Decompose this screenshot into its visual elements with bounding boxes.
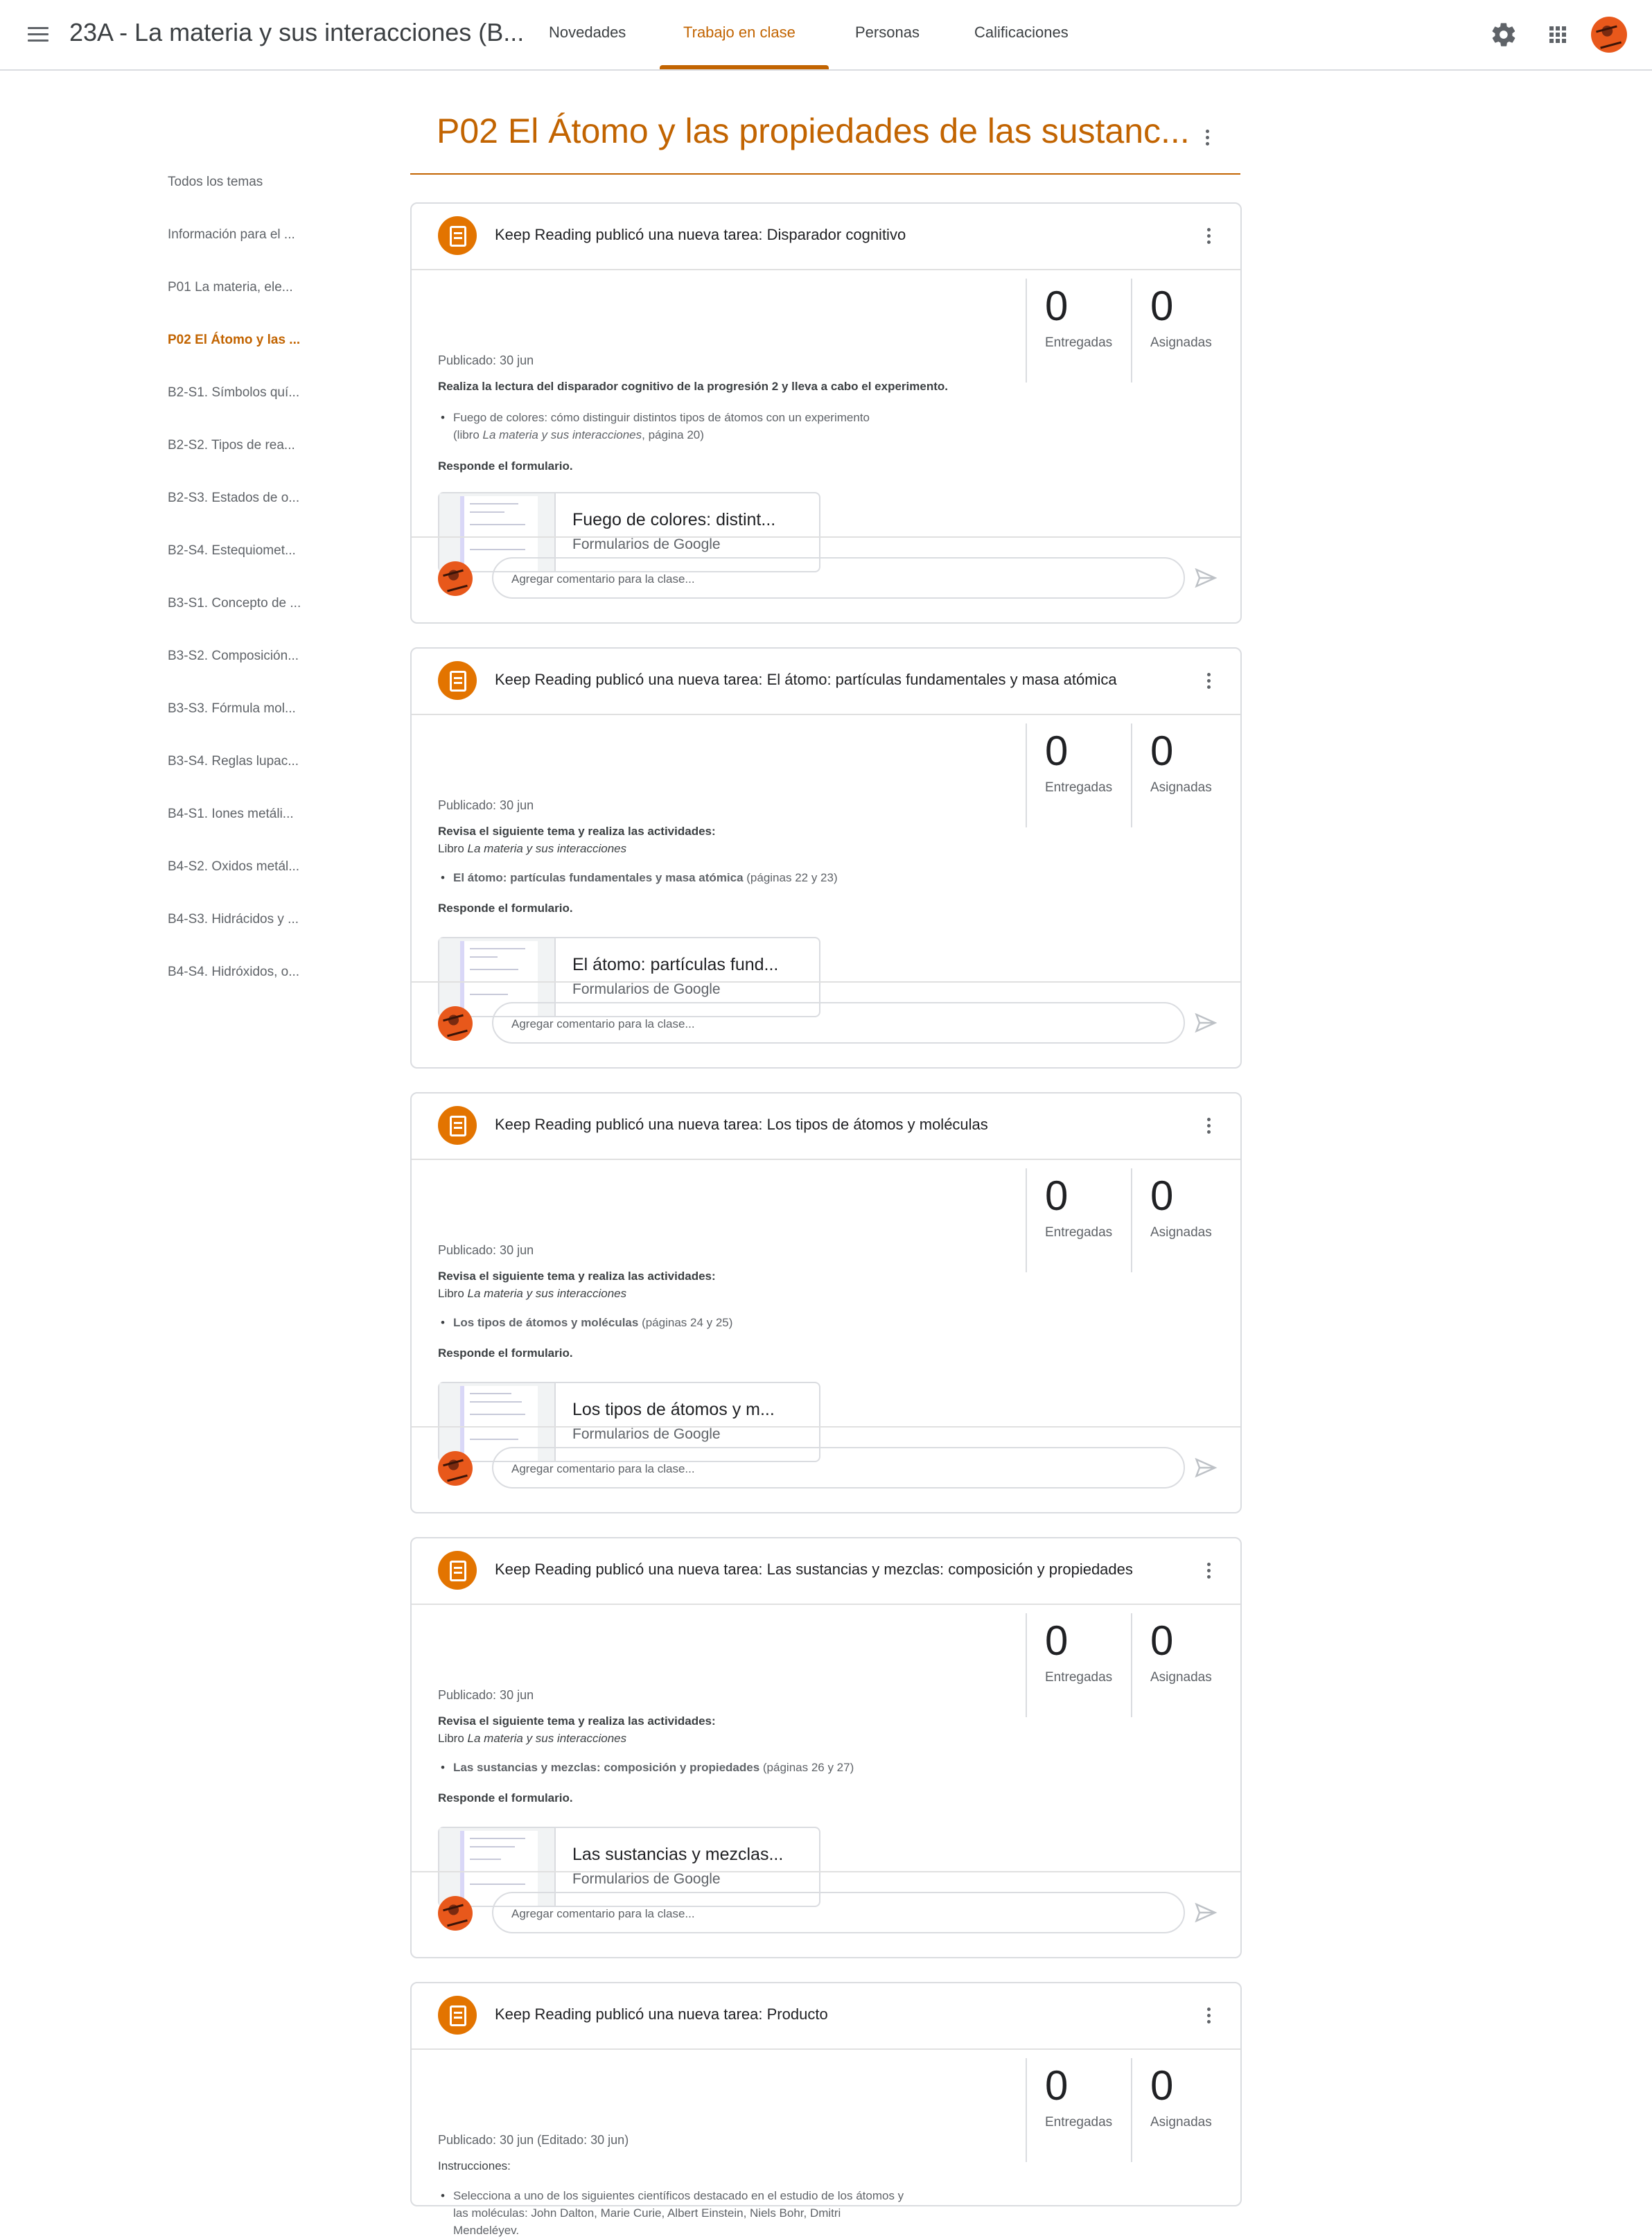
instruction-bullet: • El átomo: partículas fundamentales y masa atómica (páginas 22 y 23) <box>453 869 980 886</box>
submitted-count[interactable]: 0 Entregadas <box>1026 723 1131 827</box>
published-date: Publicado: 30 jun <box>438 1688 534 1702</box>
active-tab-indicator <box>660 65 829 69</box>
apps-grid-icon[interactable] <box>1544 21 1572 49</box>
assignment-icon <box>438 1106 477 1145</box>
tab-novedades[interactable]: Novedades <box>549 24 626 41</box>
assignment-card <box>410 1537 1242 1958</box>
send-icon[interactable] <box>1193 1010 1218 1035</box>
sidebar-item-b4-s3[interactable]: B4-S3. Hidrácidos y ... <box>168 912 299 927</box>
assignment-card <box>410 202 1242 624</box>
send-icon[interactable] <box>1193 1455 1218 1480</box>
comment-area <box>412 1871 1240 1956</box>
assignment-card <box>410 1092 1242 1513</box>
sidebar-item-b3-s1[interactable]: B3-S1. Concepto de ... <box>168 596 301 611</box>
published-date: Publicado: 30 jun <box>438 1243 534 1257</box>
submitted-count[interactable]: 0 Entregadas <box>1026 2058 1131 2162</box>
instruction-bullet: • Selecciona a uno de los siguientes científicos destacado en el estudio de los átomos y las moléculas: John Dalton, Marie Curie, Albert Einstein, Niels Bohr, Dmitri Mendeléyev. <box>453 2187 980 2239</box>
avatar <box>438 561 473 596</box>
instructions-text: Revisa el siguiente tema y realiza las actividades: <box>438 825 716 838</box>
instruction-bullet: • Fuego de colores: cómo distinguir distintos tipos de átomos con un experimento (libro La materia y sus interacciones, página 20) <box>453 409 980 444</box>
tab-personas[interactable]: Personas <box>855 24 920 41</box>
submitted-count[interactable]: 0 Entregadas <box>1026 1613 1131 1717</box>
attachment-type: Formularios de Google <box>572 1426 721 1442</box>
comment-input[interactable]: Agregar comentario para la clase... <box>492 1447 1185 1489</box>
attachment-title: Los tipos de átomos y m... <box>572 1400 775 1419</box>
book-reference: Libro La materia y sus interacciones <box>438 1287 627 1300</box>
comment-input[interactable]: Agregar comentario para la clase... <box>492 557 1185 599</box>
assignment-title: Keep Reading publicó una nueva tarea: Producto <box>495 2005 828 2023</box>
attachment-title: El átomo: partículas fund... <box>572 955 779 974</box>
comment-area <box>412 981 1240 1066</box>
sidebar-item-b3-s3[interactable]: B3-S3. Fórmula mol... <box>168 701 296 716</box>
sidebar-item-informacion[interactable]: Información para el ... <box>168 227 295 242</box>
assignment-title: Keep Reading publicó una nueva tarea: El átomo: partículas fundamentales y masa atómica <box>495 671 1117 688</box>
menu-icon[interactable] <box>25 21 53 49</box>
attachment-type: Formularios de Google <box>572 981 721 997</box>
sidebar-item-b4-s1[interactable]: B4-S1. Iones metáli... <box>168 807 294 821</box>
book-reference: Libro La materia y sus interacciones <box>438 1732 627 1745</box>
respond-text: Responde el formulario. <box>438 1346 573 1360</box>
send-icon[interactable] <box>1193 1900 1218 1925</box>
instruction-bullet: • Los tipos de átomos y moléculas (páginas 24 y 25) <box>453 1314 980 1331</box>
comment-input[interactable]: Agregar comentario para la clase... <box>492 1002 1185 1044</box>
assignment-card <box>410 647 1242 1069</box>
assigned-count[interactable]: 0 Asignadas <box>1131 1613 1236 1717</box>
assignment-header[interactable] <box>412 204 1240 270</box>
sidebar-item-b3-s4[interactable]: B3-S4. Reglas lupac... <box>168 754 299 769</box>
respond-text: Responde el formulario. <box>438 902 573 915</box>
sidebar-item-p01[interactable]: P01 La materia, ele... <box>168 280 293 295</box>
published-date: Publicado: 30 jun <box>438 353 534 367</box>
avatar <box>438 1451 473 1486</box>
comment-area <box>412 536 1240 621</box>
topic-title: P02 El Átomo y las propiedades de las sustanc... <box>437 112 1190 150</box>
sidebar-item-b2-s2[interactable]: B2-S2. Tipos de rea... <box>168 438 295 453</box>
sidebar-item-b3-s2[interactable]: B3-S2. Composición... <box>168 649 299 663</box>
sidebar-item-b4-s2[interactable]: B4-S2. Oxidos metál... <box>168 859 300 874</box>
submitted-count[interactable]: 0 Entregadas <box>1026 279 1131 383</box>
assignment-icon <box>438 661 477 700</box>
top-app-bar <box>0 0 1652 71</box>
sidebar-item-b2-s4[interactable]: B2-S4. Estequiomet... <box>168 543 296 558</box>
published-date: Publicado: 30 jun (Editado: 30 jun) <box>438 2133 629 2147</box>
tab-trabajo-en-clase[interactable]: Trabajo en clase <box>683 24 796 41</box>
user-avatar[interactable] <box>1591 17 1627 53</box>
class-title[interactable]: 23A - La materia y sus interacciones (B... <box>69 18 525 46</box>
sidebar-item-b4-s4[interactable]: B4-S4. Hidróxidos, o... <box>168 965 300 979</box>
assignment-icon <box>438 1996 477 2035</box>
gear-icon[interactable] <box>1490 21 1518 49</box>
assignment-header[interactable] <box>412 1538 1240 1605</box>
book-reference: Libro La materia y sus interacciones <box>438 842 627 855</box>
assignment-title: Keep Reading publicó una nueva tarea: Los tipos de átomos y moléculas <box>495 1116 988 1133</box>
comment-input[interactable]: Agregar comentario para la clase... <box>492 1892 1185 1933</box>
respond-text: Responde el formulario. <box>438 1791 573 1805</box>
sidebar-item-p02[interactable]: P02 El Átomo y las ... <box>168 333 301 347</box>
assignment-header[interactable] <box>412 1094 1240 1160</box>
attachment-title: Las sustancias y mezclas... <box>572 1845 784 1864</box>
assignment-card <box>410 1982 1242 2237</box>
topic-more-icon[interactable] <box>1200 125 1214 150</box>
assigned-count[interactable]: 0 Asignadas <box>1131 279 1236 383</box>
instructions-text: Revisa el siguiente tema y realiza las actividades: <box>438 1270 716 1283</box>
topic-divider <box>410 173 1240 175</box>
assignment-title: Keep Reading publicó una nueva tarea: Las sustancias y mezclas: composición y propiedades <box>495 1561 1133 1578</box>
submitted-count[interactable]: 0 Entregadas <box>1026 1168 1131 1272</box>
assignment-icon <box>438 1551 477 1590</box>
assigned-count[interactable]: 0 Asignadas <box>1131 723 1236 827</box>
attachment-type: Formularios de Google <box>572 536 721 552</box>
sidebar-item-b2-s1[interactable]: B2-S1. Símbolos quí... <box>168 385 300 400</box>
assigned-count[interactable]: 0 Asignadas <box>1131 1168 1236 1272</box>
more-options-icon[interactable] <box>1202 1113 1215 1138</box>
instructions-text: Instrucciones: <box>438 2159 511 2172</box>
comment-area <box>412 1426 1240 1511</box>
attachment-type: Formularios de Google <box>572 1871 721 1887</box>
assignment-header[interactable] <box>412 1983 1240 2050</box>
sidebar-item-b2-s3[interactable]: B2-S3. Estados de o... <box>168 491 300 505</box>
respond-text: Responde el formulario. <box>438 459 573 473</box>
assignment-icon <box>438 216 477 255</box>
assignment-title: Keep Reading publicó una nueva tarea: Disparador cognitivo <box>495 226 906 243</box>
more-options-icon[interactable] <box>1202 1558 1215 1583</box>
instructions-text: Realiza la lectura del disparador cognitivo de la progresión 2 y lleva a cabo el experimento. <box>438 380 948 393</box>
sidebar-item-all[interactable]: Todos los temas <box>168 175 263 189</box>
more-options-icon[interactable] <box>1202 668 1215 693</box>
attachment-title: Fuego de colores: distint... <box>572 510 776 529</box>
published-date: Publicado: 30 jun <box>438 798 534 812</box>
avatar <box>438 1006 473 1041</box>
more-options-icon[interactable] <box>1202 2003 1215 2028</box>
assigned-count[interactable]: 0 Asignadas <box>1131 2058 1236 2162</box>
more-options-icon[interactable] <box>1202 223 1215 248</box>
instruction-bullet: • Las sustancias y mezclas: composición y propiedades (páginas 26 y 27) <box>453 1759 980 1776</box>
assignment-header[interactable] <box>412 649 1240 715</box>
tab-calificaciones[interactable]: Calificaciones <box>974 24 1069 41</box>
send-icon[interactable] <box>1193 565 1218 590</box>
avatar <box>438 1896 473 1931</box>
instructions-text: Revisa el siguiente tema y realiza las actividades: <box>438 1714 716 1728</box>
